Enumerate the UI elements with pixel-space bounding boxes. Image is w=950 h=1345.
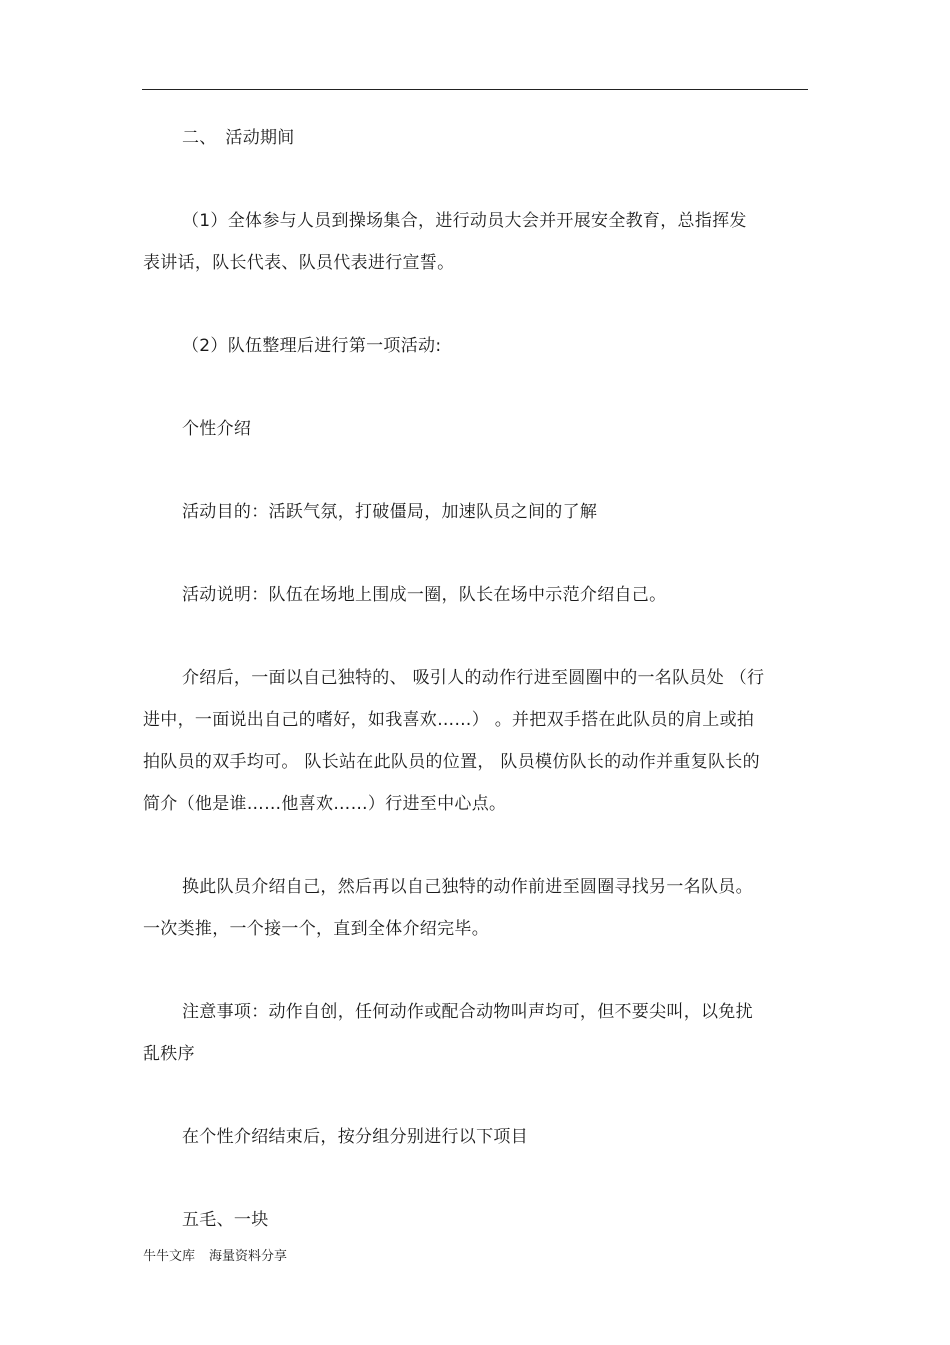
paragraph-6-line-3: 拍队员的双手均可。 队长站在此队员的位置， 队员模仿队长的动作并重复队长的	[143, 752, 760, 772]
paragraph-2: （2）队伍整理后进行第一项活动:	[182, 336, 442, 356]
paragraph-5: 活动说明：队伍在场地上围成一圈，队长在场中示范介绍自己。	[182, 585, 667, 605]
paragraph-3: 个性介绍	[182, 419, 252, 439]
paragraph-1-line-1: （1）全体参与人员到操场集合，进行动员大会并开展安全教育，总指挥发	[182, 211, 747, 231]
footer-slogan: 海量资料分享	[209, 1249, 288, 1264]
paragraph-6-line-1: 介绍后，一面以自己独特的、 吸引人的动作行进至圆圈中的一名队员处 （行	[182, 668, 765, 688]
paragraph-7-line-1: 换此队员介绍自己，然后再以自己独特的动作前进至圆圈寻找另一名队员。	[182, 877, 753, 897]
paragraph-9: 在个性介绍结束后，按分组分别进行以下项目	[182, 1127, 528, 1147]
page-footer	[143, 1248, 287, 1266]
paragraph-1-line-2: 表讲话，队长代表、队员代表进行宣誓。	[143, 253, 455, 273]
footer-brand: 牛牛文库	[143, 1249, 196, 1264]
paragraph-6-line-2: 进中，一面说出自己的嗜好，如我喜欢……） 。并把双手搭在此队员的肩上或拍	[143, 710, 755, 730]
paragraph-4: 活动目的：活跃气氛，打破僵局，加速队员之间的了解	[182, 502, 598, 522]
paragraph-7-line-2: 一次类推，一个接一个，直到全体介绍完毕。	[143, 919, 489, 939]
paragraph-8-line-1: 注意事项：动作自创，任何动作或配合动物叫声均可，但不要尖叫，以免扰	[182, 1002, 753, 1022]
paragraph-10: 五毛、一块	[182, 1210, 269, 1230]
section-heading: 二、 活动期间	[182, 128, 295, 148]
paragraph-6-line-4: 简介（他是谁……他喜欢……）行进至中心点。	[143, 794, 507, 814]
paragraph-8-line-2: 乱秩序	[143, 1044, 195, 1064]
header-rule	[142, 89, 808, 90]
